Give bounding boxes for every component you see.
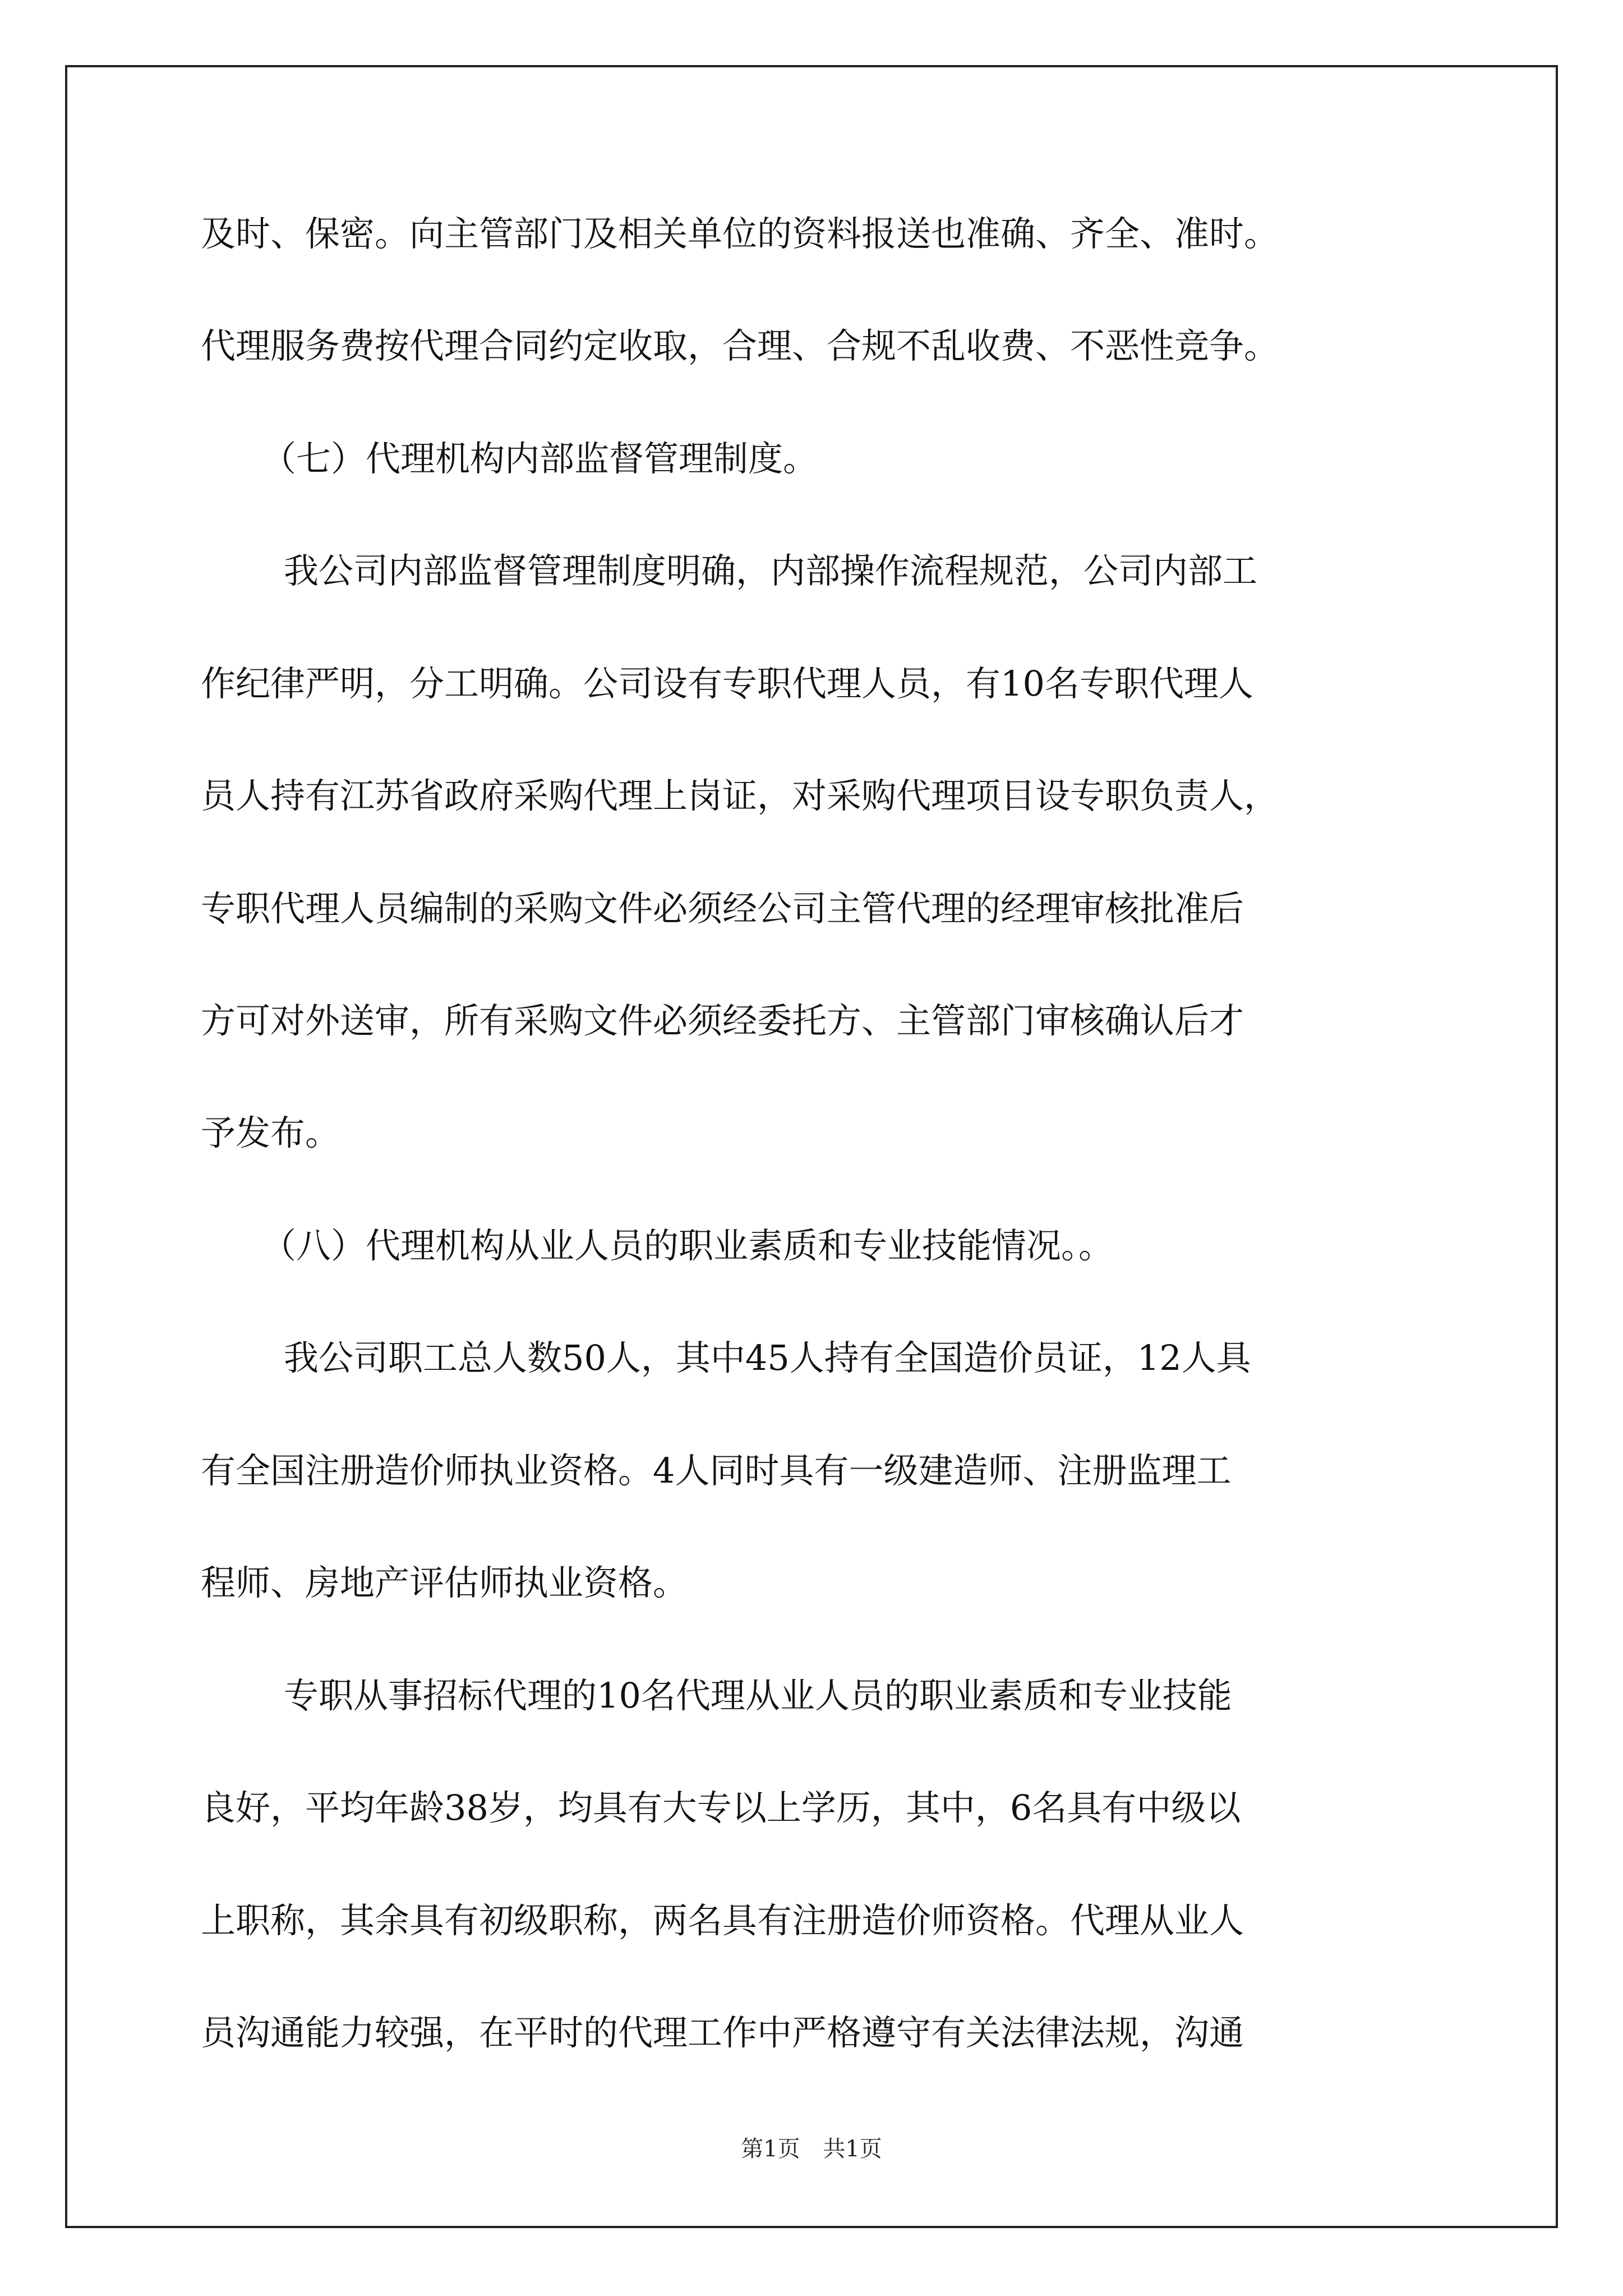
text-line: 我公司职工总人数50人，其中45人持有全国造价员证，12人具 — [284, 1337, 1251, 1378]
text-line: 上职称，其余具有初级职称，两名具有注册造价师资格。代理从业人 — [201, 1900, 1244, 1941]
text-line: 代理服务费按代理合同约定收取，合理、合规不乱收费、不恶性竞争。 — [201, 325, 1279, 366]
text-line: 作纪律严明，分工明确。公司设有专职代理人员，有10名专职代理人 — [201, 663, 1253, 704]
text-line: 及时、保密。向主管部门及相关单位的资料报送也准确、齐全、准时。 — [201, 213, 1279, 254]
page-total: 共1页 — [823, 2136, 882, 2162]
section-heading: （七）代理机构内部监督管理制度。 — [261, 438, 818, 479]
page-footer — [0, 2135, 1623, 2163]
text-line: 员沟通能力较强，在平时的代理工作中严格遵守有关法律法规，沟通 — [201, 2012, 1244, 2053]
text-line: 有全国注册造价师执业资格。4人同时具有一级建造师、注册监理工 — [201, 1450, 1232, 1491]
section-heading: （八）代理机构从业人员的职业素质和专业技能情况。。 — [261, 1225, 1114, 1266]
text-line: 专职从事招标代理的10名代理从业人员的职业素质和专业技能 — [284, 1675, 1232, 1716]
text-line: 方可对外送审，所有采购文件必须经委托方、主管部门审核确认后才 — [201, 1000, 1244, 1041]
text-line: 专职代理人员编制的采购文件必须经公司主管代理的经理审核批准后 — [201, 888, 1244, 929]
text-line: 程师、房地产评估师执业资格。 — [201, 1562, 688, 1603]
page-number: 第1页 — [741, 2136, 800, 2162]
text-line: 员人持有江苏省政府采购代理上岗证，对采购代理项目设专职负责人， — [201, 775, 1279, 816]
text-line: 良好，平均年龄38岁，均具有大专以上学历，其中，6名具有中级以 — [201, 1787, 1241, 1828]
text-line: 我公司内部监督管理制度明确，内部操作流程规范，公司内部工 — [284, 550, 1258, 591]
text-line: 予发布。 — [201, 1112, 340, 1153]
